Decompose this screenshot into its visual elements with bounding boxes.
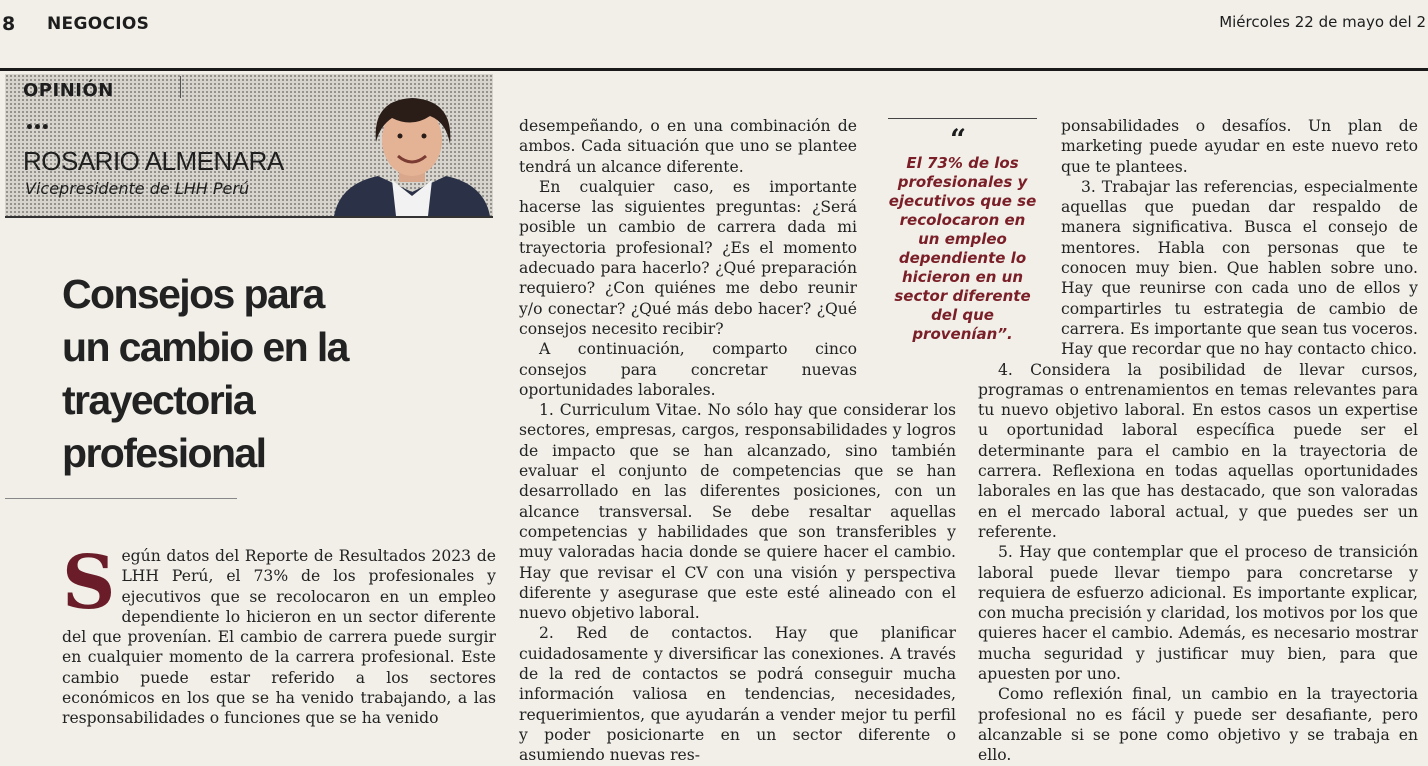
bullet-dots: ••• (25, 120, 49, 136)
column-3-top (1061, 116, 1418, 360)
author-name: ROSARIO ALMENARA (23, 146, 284, 176)
page-header (0, 0, 1428, 40)
header-rule (0, 68, 1428, 71)
paragraph: egún datos del Reporte de Resultados 2023 de LHH Perú, el 73% de los profesionales y ejecutivos que se recolocaron en un empleo dependiente lo hicieron en un sector diferente del que provenían. El cambio de carrera puede surgir en cualquier momento de la carrera profesional. Este cambio puede estar referido a los sectores económicos en los que se ha venido trabajando, a las responsabilidades o funciones que se ha venido (62, 547, 496, 728)
paragraph: 1. Curriculum Vitae. No sólo hay que considerar los sectores, empresas, cargos, responsabilidades y logros de impacto que se han alcanzado, sino también evaluar el conjunto de competencias que se han desarrollado en las diferentes posiciones, con un alcance transversal. Se debe resaltar aquellas competencias y habilidades que son transferibles y muy valoradas hacia donde se quiere hacer el cambio. Hay que revisar el CV con una visión y perspectiva diferente y asegurase que este esté alineado con el nuevo objetivo laboral. (519, 401, 956, 623)
paragraph: A continuación, comparto cinco consejos para concretar nuevas oportunidades laborales. (519, 340, 857, 399)
paragraph: Como reflexión final, un cambio en la trayectoria profesional no es fácil y puede ser desafiante, pero alcanzable si se pone como objetivo y se trabaja en ello. (978, 685, 1418, 765)
column-1 (62, 540, 496, 729)
paragraph: ponsabilidades o desafíos. Un plan de marketing puede ayudar en este nuevo reto que te plantees. (1061, 117, 1418, 176)
article-headline: Consejos para un cambio en la trayectoria profesional (62, 271, 348, 476)
pull-quote: El 73% de los profesionales y ejecutivos que se recolocaron en un empleo dependiente lo hicieron en un sector diferente del que provenían”. (888, 154, 1037, 343)
opinion-banner (5, 74, 493, 218)
banner-divider (180, 76, 181, 98)
opinion-label: OPINIÓN (23, 80, 114, 101)
paragraph: 4. Considera la posibilidad de llevar cursos, programas o entrenamientos en temas relevantes para tu nuevo objetivo laboral. En estos casos un expertise u oportunidad laboral específica puede ser el determinante para el cambio en la trayectoria de carrera. Reflexiona en todas aquellas oportunidades laborales en las que has destacado, que son valoradas en el mercado laboral actual, y que puedes ser un referente. (978, 360, 1418, 541)
section-name: NEGOCIOS (47, 14, 150, 34)
headline-divider (5, 498, 237, 499)
paragraph: 2. Red de contactos. Hay que planificar cuidadosamente y diversificar las conexiones. A través de la red de contactos se podrá conseguir mucha información valiosa en tendencias, necesidades, requerimientos, que ayudarán a vender mejor tu perfil y poder posicionarte en un sector diferente o asumiendo nuevas res- (519, 624, 956, 765)
paragraph: En cualquier caso, es importante hacerse las siguientes preguntas: ¿Será posible un cambio de carrera dada mi trayectoria profesional? ¿Es el momento adecuado para hacerlo? ¿Qué preparación requiero? ¿Con quiénes me debo reunir y/o conectar? ¿Qué más debo hacer? ¿Qué consejos necesito recibir? (519, 177, 857, 338)
paragraph: desempeñando, o en una combinación de ambos. Cada situación que uno se plantee tendrá un alcance diferente. (519, 117, 857, 176)
column-2-top (519, 116, 857, 400)
page-number: 8 (2, 13, 16, 35)
author-title: Vicepresidente de LHH Perú (25, 179, 250, 198)
author-portrait (332, 88, 492, 216)
quote-mark-icon: “ (950, 123, 967, 156)
paragraph: 3. Trabajar las referencias, especialmente aquellas que puedan dar respaldo de manera significativa. Busca el consejo de mentores. Habla con personas que te conocen muy bien. Que hablen sobre uno. Hay que reunirse con cada uno de ellos y compartirles tu estrategia de cambio de carrera. Es importante que sean tus voceros. Hay que recordar que no hay contacto chico. (1061, 177, 1418, 359)
column-3 (978, 116, 1418, 766)
publication-date: Miércoles 22 de mayo del 2 (1219, 13, 1426, 31)
paragraph: 5. Hay que contemplar que el proceso de transición laboral puede llevar tiempo para concretarse y requiera de esfuerzo adicional. Es importante explicar, con mucha precisión y claridad, los motivos por los que quieres hacer el cambio. Además, es necesario mostrar mucha seguridad y justificar muy bien, para que apuesten por uno. (978, 543, 1418, 684)
drop-cap: S (62, 540, 116, 626)
